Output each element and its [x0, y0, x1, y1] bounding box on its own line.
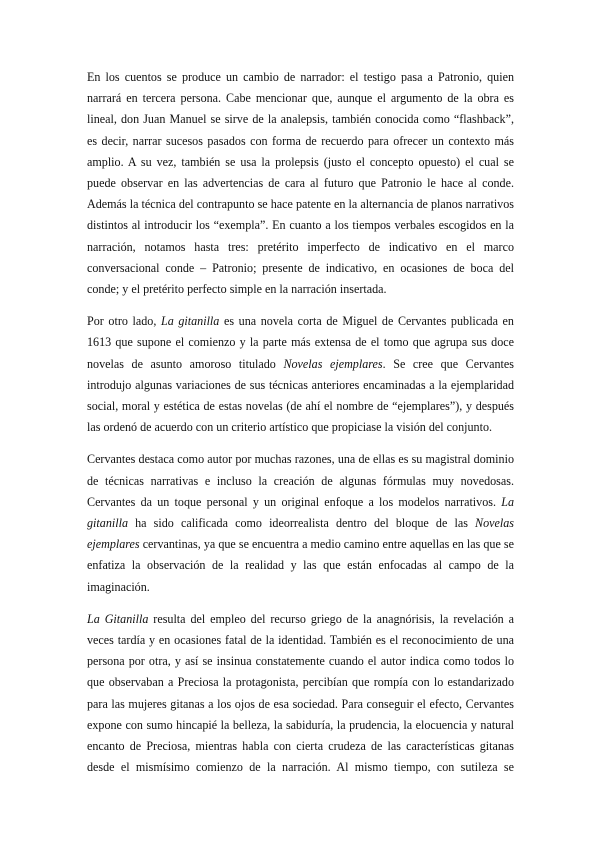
body-text: En los cuentos se produce un cambio de narrador: el testigo pasa a Patronio, quien narrará en tercera persona. Cabe mencionar que, aunque el argumento de la obra es lineal, don Juan Manuel se sirve de la analepsis, también conocida como “flashback”, es decir, narrar sucesos pasados con forma de recuerdo para ofrecer un contexto más amplio. A su vez, también se usa la prolepsis (justo el concepto opuesto) el cual se puede observar en las advertencias de cara al futuro que Patronio le hace al conde. Además la técnica del contrapunto se hace patente en la alternancia de planos narrativos distintos al introducir los “exempla”. En cuanto a los tiempos verbales escogidos en la narración, notamos hasta tres: pretérito imperfecto de indicativo en el marco conversacional conde – Patronio; presente de indicativo, en ocasiones de boca del conde; y el pretérito perfecto simple en la narración insertada.: [87, 70, 514, 297]
body-text: resulta del empleo del recurso griego de la anagnórisis, la revelación a veces tardía y en ocasiones fatal de la identidad. También es el reconocimiento de una persona por otra, y así se insinua constatemente cuando el autor indica como todos lo que observaban a Preciosa la protagonista, percibían que rompía con lo estandarizado para las mujeres gitanas a los ojos de esa sociedad. Para conseguir el efecto, Cervantes expone con sumo hincapié la belleza, la sabiduría, la prudencia, la elocuencia y natural encanto de Preciosa, mientras habla con cierta crudeza de las características gitanas desde el mismísimo comienzo de la narración. Al mismo tiempo, con sutileza se: [87, 611, 514, 775]
paragraph-2: [87, 311, 514, 438]
paragraph-1: [87, 67, 514, 300]
document-body: [87, 67, 514, 779]
italic-title-text: Novelas ejemplares: [87, 516, 514, 552]
body-text: Por otro lado,: [87, 314, 161, 329]
italic-title-text: Novelas ejemplares: [283, 356, 383, 371]
paragraph-4: [87, 609, 514, 779]
italic-title-text: La gitanilla: [160, 314, 220, 329]
body-text: . Se cree que Cervantes introdujo algunas variaciones de sus técnicas anteriores encaminadas a la ejemplaridad social, moral y estética de estas novelas (de ahí el nombre de “ejemplares”), y después las ordenó de acuerdo con un criterio artístico que propiciase la visión del conjunto.: [87, 356, 514, 435]
body-text: es una novela corta de Miguel de Cervantes publicada en 1613 que supone el comienzo y la parte más extensa de el tomo que agrupa sus doce novelas de asunto amoroso titulado: [87, 314, 514, 371]
body-text: ha sido calificada como ideorrealista dentro del bloque de las: [128, 516, 476, 531]
italic-title-text: La Gitanilla: [87, 611, 149, 626]
paragraph-3: [87, 449, 514, 597]
body-text: cervantinas, ya que se encuentra a medio camino entre aquellas en las que se enfatiza la observación de la realidad y las que están enfocadas al campo de la imaginación.: [87, 537, 514, 594]
body-text: Cervantes destaca como autor por muchas razones, una de ellas es su magistral dominio de técnicas narrativas e incluso la creación de algunas fórmulas muy novedosas. Cervantes da un toque personal y un original enfoque a los modelos narrativos.: [87, 452, 514, 509]
italic-title-text: La gitanilla: [87, 494, 514, 531]
